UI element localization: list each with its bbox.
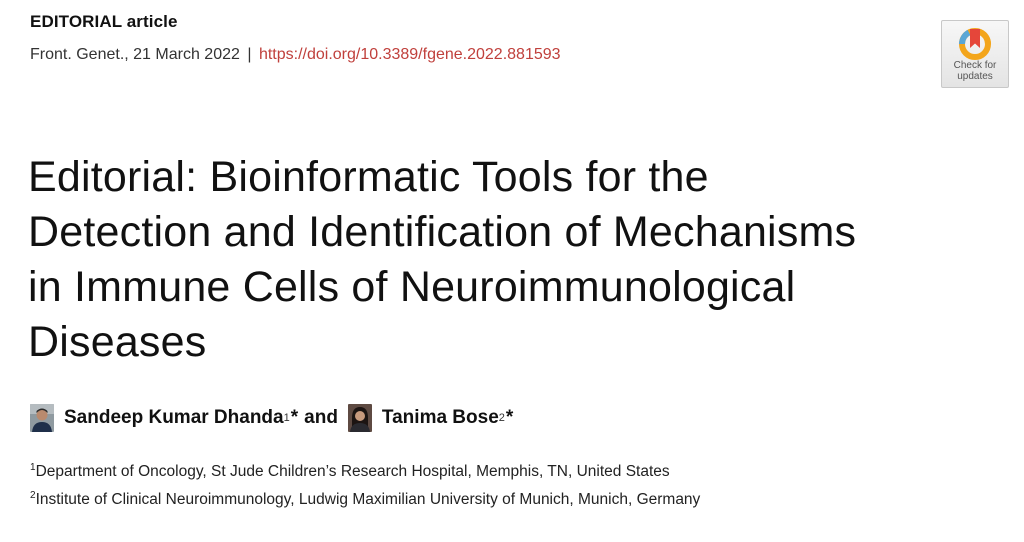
author-photo[interactable]	[30, 404, 54, 432]
affiliation-number: 1	[30, 462, 36, 473]
check-for-updates-label-line1: Check for	[953, 60, 997, 71]
article-title	[28, 150, 1018, 370]
author-list: Sandeep Kumar Dhanda 1 * and Tanima Bose 2 *	[30, 404, 513, 432]
citation-separator: |	[247, 46, 252, 63]
doi-link[interactable]: https://doi.org/10.3389/fgene.2022.881593	[258, 46, 561, 63]
corresponding-author-mark: *	[505, 407, 514, 428]
journal-date: Front. Genet., 21 March 2022	[30, 46, 240, 63]
affiliation-list	[30, 456, 700, 512]
affiliation-text: Institute of Clinical Neuroimmunology, Ludwig Maximilian University of Munich, Munich, Germany	[35, 491, 701, 509]
corresponding-author-mark: *	[290, 407, 299, 428]
check-for-updates-label-line2: updates	[957, 71, 993, 82]
check-for-updates-button[interactable]	[941, 20, 1009, 88]
affiliation-item	[30, 456, 700, 484]
author-photo[interactable]	[348, 404, 372, 432]
article-title-line: in Immune Cells of Neuroimmunological	[28, 263, 796, 311]
article-type-label: EDITORIAL article	[30, 12, 178, 31]
article-title-line: Diseases	[28, 318, 207, 366]
author-name-link[interactable]: Tanima Bose	[381, 407, 499, 428]
author-conjunction: and	[304, 407, 338, 428]
author-name-link[interactable]: Sandeep Kumar Dhanda	[64, 407, 284, 428]
check-for-updates-icon	[957, 26, 993, 60]
article-title-line: Detection and Identification of Mechanisms	[28, 208, 857, 256]
affiliation-number: 2	[30, 490, 36, 502]
affiliation-item	[30, 484, 700, 512]
citation-line	[30, 46, 561, 64]
affiliation-text: Department of Oncology, St Jude Children’s Research Hospital, Memphis, TN, United States	[35, 463, 670, 481]
article-title-line: Editorial: Bioinformatic Tools for the	[28, 153, 709, 201]
